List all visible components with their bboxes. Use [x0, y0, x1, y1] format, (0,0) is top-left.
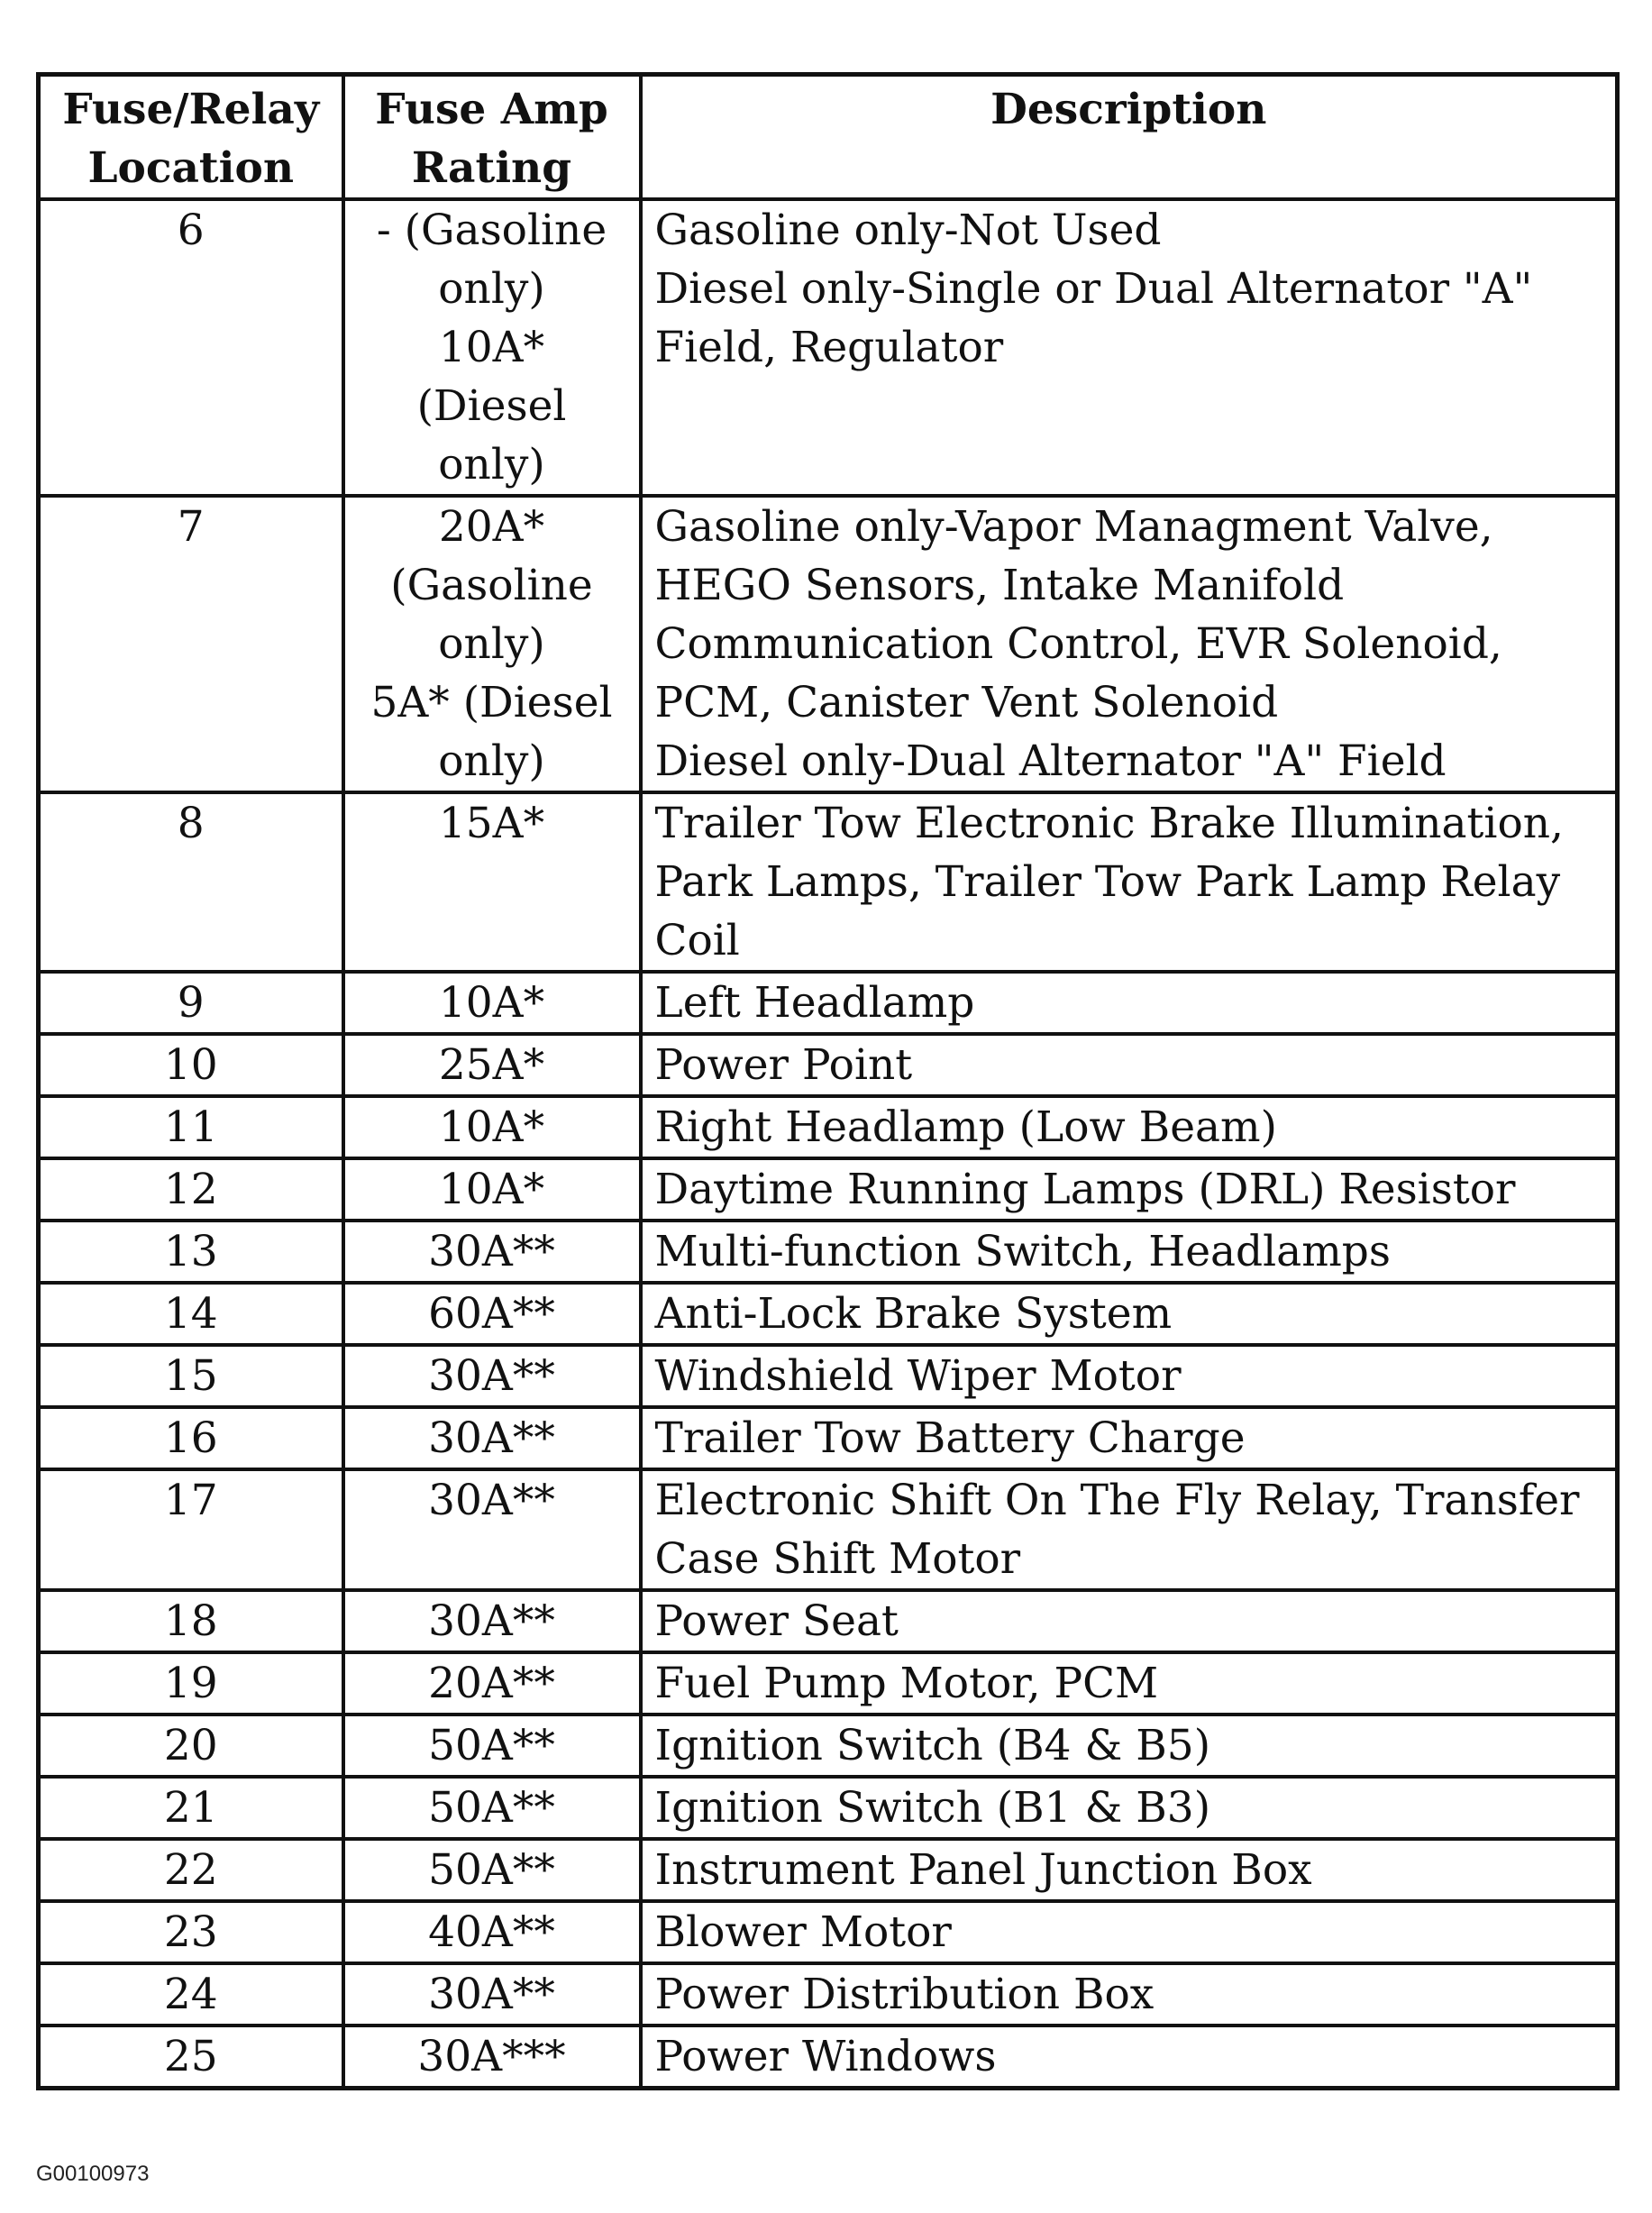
amp-rating-line: only) — [438, 440, 545, 489]
amp-rating-line: (Gasoline — [390, 561, 593, 610]
fuse-amp-rating-cell — [343, 1963, 641, 2026]
table-row — [39, 1901, 1618, 1963]
description-line: Trailer Tow Electronic Brake Illumination, — [654, 799, 1564, 848]
description-line: Left Headlamp — [654, 978, 975, 1028]
fuse-description-cell — [641, 199, 1618, 496]
amp-rating-line: 10A* — [438, 1102, 545, 1152]
fuse-description-cell — [641, 972, 1618, 1034]
amp-rating-line: 50A** — [428, 1845, 555, 1895]
amp-rating-line: 20A** — [428, 1659, 555, 1708]
fuse-location-cell: 16 — [39, 1407, 343, 1469]
fuse-location-cell: 23 — [39, 1901, 343, 1963]
fuse-description-cell — [641, 1777, 1618, 1839]
fuse-location-cell: 10 — [39, 1034, 343, 1096]
header-amp-line: Fuse Amp — [375, 85, 608, 134]
fuse-description-cell — [641, 1901, 1618, 1963]
fuse-location-cell: 20 — [39, 1715, 343, 1777]
fuse-location-cell: 21 — [39, 1777, 343, 1839]
header-location-line: Fuse/Relay — [62, 85, 320, 134]
amp-rating-line: 5A* (Diesel — [370, 678, 613, 727]
amp-rating-line: only) — [438, 736, 545, 786]
description-line: Diesel only-Dual Alternator "A" Field — [654, 736, 1447, 786]
description-line: Communication Control, EVR Solenoid, — [654, 619, 1502, 669]
description-line: Gasoline only-Vapor Managment Valve, — [654, 502, 1493, 552]
amp-rating-line: 25A* — [438, 1040, 545, 1090]
header-location — [39, 75, 343, 200]
description-line: Power Point — [654, 1040, 913, 1090]
fuse-location-cell: 13 — [39, 1221, 343, 1283]
header-amp-line: Rating — [411, 143, 572, 193]
description-line: Power Seat — [654, 1596, 899, 1646]
table-row — [39, 1590, 1618, 1652]
description-line: Instrument Panel Junction Box — [654, 1845, 1312, 1895]
description-line: PCM, Canister Vent Solenoid — [654, 678, 1279, 727]
amp-rating-line: only) — [438, 619, 545, 669]
amp-rating-line: 10A* — [438, 1165, 545, 1214]
table-row — [39, 2026, 1618, 2089]
fuse-amp-rating-cell — [343, 1715, 641, 1777]
amp-rating-line: 30A*** — [417, 2032, 566, 2081]
fuse-description-cell — [641, 2026, 1618, 2089]
table-row — [39, 1777, 1618, 1839]
fuse-amp-rating-cell — [343, 1839, 641, 1901]
description-line: Coil — [654, 916, 740, 965]
fuse-location-cell: 8 — [39, 792, 343, 972]
fuse-description-cell — [641, 1590, 1618, 1652]
fuse-location-cell: 15 — [39, 1345, 343, 1407]
fuse-description-cell — [641, 1652, 1618, 1715]
fuse-amp-rating-cell — [343, 1283, 641, 1345]
header-location-line: Location — [87, 143, 295, 193]
description-line: Gasoline only-Not Used — [654, 206, 1162, 255]
table-row — [39, 1221, 1618, 1283]
amp-rating-line: only) — [438, 264, 545, 314]
amp-rating-line: 30A** — [428, 1413, 555, 1463]
fuse-location-cell: 14 — [39, 1283, 343, 1345]
fuse-description-cell — [641, 1469, 1618, 1590]
description-line: Windshield Wiper Motor — [654, 1351, 1182, 1401]
fuse-amp-rating-cell — [343, 1158, 641, 1221]
table-row — [39, 792, 1618, 972]
header-description: Description — [641, 75, 1618, 200]
fuse-description-cell — [641, 1963, 1618, 2026]
fuse-description-cell — [641, 792, 1618, 972]
fuse-amp-rating-cell — [343, 496, 641, 792]
description-line: HEGO Sensors, Intake Manifold — [654, 561, 1345, 610]
description-line: Power Distribution Box — [654, 1970, 1155, 2019]
fuse-amp-rating-cell — [343, 1777, 641, 1839]
description-line: Right Headlamp (Low Beam) — [654, 1102, 1277, 1152]
fuse-amp-rating-cell — [343, 1221, 641, 1283]
fuse-amp-rating-cell — [343, 2026, 641, 2089]
amp-rating-line: (Diesel — [416, 381, 567, 431]
fuse-description-cell — [641, 1158, 1618, 1221]
fuse-amp-rating-cell — [343, 972, 641, 1034]
amp-rating-line: 40A** — [428, 1907, 555, 1957]
fuse-relay-table — [36, 72, 1620, 2090]
description-line: Ignition Switch (B1 & B3) — [654, 1783, 1211, 1833]
fuse-location-cell: 7 — [39, 496, 343, 792]
fuse-description-cell — [641, 1096, 1618, 1158]
amp-rating-line: - (Gasoline — [376, 206, 607, 255]
description-line: Park Lamps, Trailer Tow Park Lamp Relay — [654, 857, 1561, 907]
table-row — [39, 972, 1618, 1034]
table-row — [39, 1839, 1618, 1901]
table-row — [39, 1345, 1618, 1407]
fuse-location-cell: 22 — [39, 1839, 343, 1901]
table-body — [39, 199, 1618, 2089]
fuse-amp-rating-cell — [343, 1345, 641, 1407]
fuse-amp-rating-cell — [343, 1652, 641, 1715]
description-line: Ignition Switch (B4 & B5) — [654, 1721, 1211, 1770]
fuse-location-cell: 24 — [39, 1963, 343, 2026]
amp-rating-line: 30A** — [428, 1227, 555, 1276]
figure-id: G00100973 — [36, 2162, 150, 2186]
fuse-amp-rating-cell — [343, 1096, 641, 1158]
fuse-amp-rating-cell — [343, 199, 641, 496]
table-row — [39, 496, 1618, 792]
fuse-location-cell: 9 — [39, 972, 343, 1034]
fuse-amp-rating-cell — [343, 1590, 641, 1652]
header-row — [39, 75, 1618, 200]
description-line: Anti-Lock Brake System — [654, 1289, 1173, 1339]
amp-rating-line: 20A* — [438, 502, 545, 552]
fuse-description-cell — [641, 1221, 1618, 1283]
fuse-description-cell — [641, 1839, 1618, 1901]
amp-rating-line: 30A** — [428, 1596, 555, 1646]
table-row — [39, 1652, 1618, 1715]
fuse-description-cell — [641, 496, 1618, 792]
fuse-description-cell — [641, 1407, 1618, 1469]
fuse-description-cell — [641, 1034, 1618, 1096]
fuse-location-cell: 12 — [39, 1158, 343, 1221]
fuse-location-cell: 17 — [39, 1469, 343, 1590]
description-line: Daytime Running Lamps (DRL) Resistor — [654, 1165, 1516, 1214]
description-line: Field, Regulator — [654, 323, 1004, 372]
table-row — [39, 199, 1618, 496]
amp-rating-line: 30A** — [428, 1970, 555, 2019]
fuse-location-cell: 25 — [39, 2026, 343, 2089]
fuse-amp-rating-cell — [343, 1034, 641, 1096]
table-row — [39, 1407, 1618, 1469]
header-amp-rating — [343, 75, 641, 200]
table-row — [39, 1715, 1618, 1777]
fuse-amp-rating-cell — [343, 792, 641, 972]
fuse-description-cell — [641, 1345, 1618, 1407]
fuse-location-cell: 6 — [39, 199, 343, 496]
table-row — [39, 1034, 1618, 1096]
fuse-description-cell — [641, 1715, 1618, 1777]
fuse-amp-rating-cell — [343, 1407, 641, 1469]
table-row — [39, 1469, 1618, 1590]
fuse-location-cell: 18 — [39, 1590, 343, 1652]
description-line: Power Windows — [654, 2032, 997, 2081]
amp-rating-line: 50A** — [428, 1783, 555, 1833]
amp-rating-line: 50A** — [428, 1721, 555, 1770]
description-line: Fuel Pump Motor, PCM — [654, 1659, 1159, 1708]
fuse-amp-rating-cell — [343, 1901, 641, 1963]
description-line: Trailer Tow Battery Charge — [654, 1413, 1246, 1463]
fuse-location-cell: 19 — [39, 1652, 343, 1715]
table-row — [39, 1158, 1618, 1221]
description-line: Diesel only-Single or Dual Alternator "A" — [654, 264, 1533, 314]
amp-rating-line: 30A** — [428, 1476, 555, 1525]
fuse-location-cell: 11 — [39, 1096, 343, 1158]
amp-rating-line: 10A* — [438, 978, 545, 1028]
fuse-description-cell — [641, 1283, 1618, 1345]
table-row — [39, 1963, 1618, 2026]
amp-rating-line: 15A* — [438, 799, 545, 848]
description-line: Multi-function Switch, Headlamps — [654, 1227, 1391, 1276]
table-header — [39, 75, 1618, 200]
amp-rating-line: 30A** — [428, 1351, 555, 1401]
description-line: Electronic Shift On The Fly Relay, Transfer — [654, 1476, 1580, 1525]
description-line: Case Shift Motor — [654, 1534, 1021, 1584]
description-line: Blower Motor — [654, 1907, 952, 1957]
amp-rating-line: 10A* — [438, 323, 545, 372]
table-row — [39, 1096, 1618, 1158]
amp-rating-line: 60A** — [428, 1289, 555, 1339]
table-row — [39, 1283, 1618, 1345]
fuse-amp-rating-cell — [343, 1469, 641, 1590]
